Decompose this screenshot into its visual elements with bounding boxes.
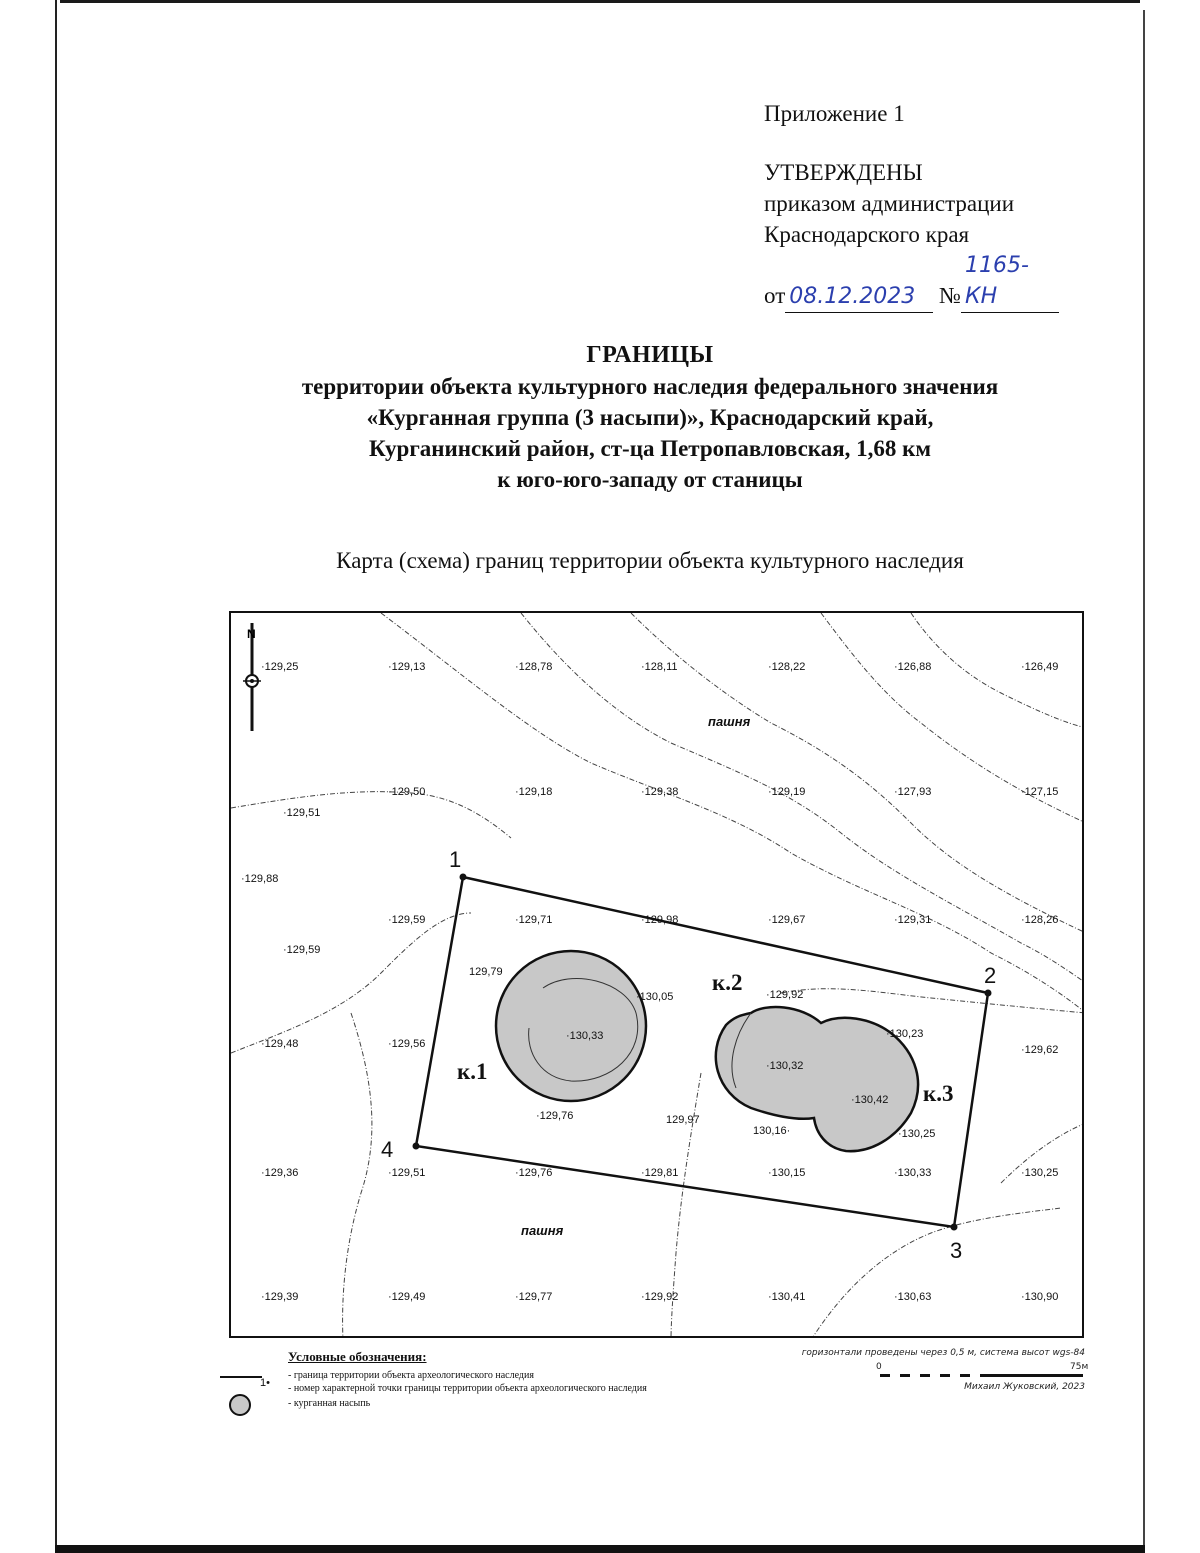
- elevation-label: ·129,59: [388, 914, 426, 926]
- elevation-label: ·129,31: [894, 914, 932, 926]
- heading-line-4: к юго-юго-западу от станицы: [497, 467, 803, 492]
- boundary-point-marker: [413, 1143, 420, 1150]
- scan-edge-left: [55, 0, 57, 1553]
- scale-zero-label: 0: [876, 1362, 882, 1372]
- elevation-label: ·129,25: [261, 661, 299, 673]
- legend-title: Условные обозначения:: [288, 1349, 427, 1364]
- boundary-point-marker: [985, 990, 992, 997]
- heading-line-3: Курганинский район, ст-ца Петропавловская, 1,68 км: [368, 436, 932, 461]
- elevation-label: ·128,11: [641, 661, 678, 673]
- boundary-point-label: 1: [449, 847, 462, 872]
- mound-symbol: [229, 1394, 251, 1416]
- elevation-label: ·129,77: [515, 1291, 553, 1303]
- heading-title: ГРАНИЦЫ: [586, 342, 714, 368]
- number-prefix: №: [939, 283, 961, 308]
- contour-note: горизонтали проведены через 0,5 м, система высот wgs-84: [801, 1348, 1085, 1358]
- elevation-label: ·129,39: [261, 1291, 299, 1303]
- elevation-label: ·128,26: [1021, 914, 1059, 926]
- elevation-label: ·129,88: [241, 873, 279, 885]
- north-arrow: [243, 623, 261, 731]
- scale-end-label: 75м: [1070, 1362, 1089, 1372]
- mound-1: [496, 951, 646, 1101]
- map-svg: [231, 613, 1084, 1338]
- elevation-label: ·130,33: [566, 1030, 604, 1042]
- legend-item-mound: - курганная насыпь: [288, 1398, 371, 1409]
- heading-line-2: «Курганная группа (3 насыпи)», Краснодарский край,: [366, 405, 934, 430]
- elevation-label: ·127,15: [1021, 786, 1059, 798]
- approval-line-1: приказом администрации: [764, 191, 1015, 216]
- elevation-label: ·129,98: [641, 914, 679, 926]
- mound-label: к.2: [712, 970, 743, 995]
- elevation-label: ·127,93: [894, 786, 932, 798]
- elevation-label: ·130,42: [851, 1094, 889, 1106]
- elevation-label: ·129,18: [515, 786, 553, 798]
- elevation-label: 129,79: [469, 966, 503, 978]
- mound-label: к.3: [923, 1081, 954, 1106]
- elevation-label: ·130,33: [894, 1167, 932, 1179]
- date-prefix: от: [764, 283, 786, 308]
- scan-edge-bottom: [55, 1545, 1145, 1553]
- mound-label: к.1: [457, 1059, 488, 1084]
- boundary-point-label: 2: [984, 963, 997, 988]
- elevation-label: ·130,23: [886, 1028, 924, 1040]
- elevation-label: ·130,25: [1021, 1167, 1059, 1179]
- appendix-label: Приложение 1: [764, 101, 905, 126]
- contour-line: [231, 792, 511, 838]
- elevation-label: ·130,25: [898, 1128, 936, 1140]
- elevation-label: ·129,71: [515, 914, 553, 926]
- handwritten-number: 1165-КН: [961, 250, 1059, 313]
- elevation-label: ·130,63: [894, 1291, 932, 1303]
- map-frame: [229, 611, 1084, 1338]
- elevation-label: ·129,92: [766, 989, 804, 1001]
- point-number-symbol-label: 1: [260, 1377, 267, 1389]
- point-number-symbol: 1•: [260, 1377, 270, 1389]
- elevation-label: ·129,81: [641, 1167, 679, 1179]
- approval-date-line: [764, 250, 1059, 313]
- scan-edge-right: [1143, 10, 1145, 1553]
- elevation-label: ·129,76: [536, 1110, 574, 1122]
- boundary-line-symbol: [220, 1376, 262, 1378]
- elevation-label: ·129,67: [768, 914, 806, 926]
- boundary-point-marker: [951, 1224, 958, 1231]
- document-heading: [100, 340, 1200, 495]
- heading-line-1: территории объекта культурного наследия федерального значения: [301, 374, 999, 399]
- contour-line: [631, 613, 1084, 933]
- elevation-label: ·129,38: [641, 786, 679, 798]
- elevation-label: ·129,49: [388, 1291, 426, 1303]
- elevation-label: ·130,15: [768, 1167, 806, 1179]
- boundary-point-marker: [460, 874, 467, 881]
- elevation-label: ·129,36: [261, 1167, 299, 1179]
- contour-line: [381, 613, 1084, 1013]
- map-caption: Карта (схема) границ территории объекта культурного наследия: [336, 548, 964, 573]
- boundary-point-label: 3: [950, 1238, 963, 1263]
- legend-item-point: - номер характерной точки границы территории объекта археологического наследия: [288, 1383, 647, 1394]
- handwritten-date: 08.12.2023: [785, 281, 933, 313]
- approved-label: УТВЕРЖДЕНЫ: [764, 160, 923, 185]
- scale-bar: [880, 1374, 1083, 1377]
- elevation-label: ·130,05: [636, 991, 674, 1003]
- boundary-point-label: 4: [381, 1137, 394, 1162]
- approval-line-2: Краснодарского края: [764, 222, 970, 247]
- elevation-label: ·128,78: [515, 661, 553, 673]
- author-credit: Михаил Жуковский, 2023: [964, 1382, 1085, 1392]
- elevation-label: ·129,51: [388, 1167, 426, 1179]
- contour-line: [343, 1013, 372, 1338]
- elevation-label: ·129,92: [641, 1291, 679, 1303]
- elevation-label: ·129,13: [388, 661, 426, 673]
- scan-edge-top: [60, 0, 1140, 3]
- legend-item-boundary: - граница территории объекта археологического наследия: [288, 1370, 534, 1381]
- elevation-label: ·129,76: [515, 1167, 553, 1179]
- elevation-label: ·129,50: [388, 786, 426, 798]
- elevation-label: ·129,51: [283, 807, 321, 819]
- elevation-label: 130,16·: [753, 1125, 791, 1137]
- approval-block: [764, 98, 1059, 313]
- elevation-label: ·130,90: [1021, 1291, 1059, 1303]
- elevation-label: ·130,41: [768, 1291, 806, 1303]
- elevation-label: ·129,62: [1021, 1044, 1059, 1056]
- elevation-label: ·128,22: [768, 661, 806, 673]
- contour-line: [811, 1208, 1061, 1338]
- elevation-label: ·129,19: [768, 786, 806, 798]
- field-label: пашня: [521, 1223, 564, 1238]
- contour-line: [781, 989, 1084, 1013]
- elevation-label: ·129,56: [388, 1038, 426, 1050]
- elevation-label: ·130,32: [766, 1060, 804, 1072]
- elevation-label: ·129,59: [283, 944, 321, 956]
- elevation-label: ·126,88: [894, 661, 932, 673]
- elevation-label: ·126,49: [1021, 661, 1059, 673]
- elevation-label: 129,97: [666, 1114, 700, 1126]
- field-label: пашня: [708, 714, 751, 729]
- north-label: N: [247, 627, 256, 641]
- elevation-label: ·129,48: [261, 1038, 299, 1050]
